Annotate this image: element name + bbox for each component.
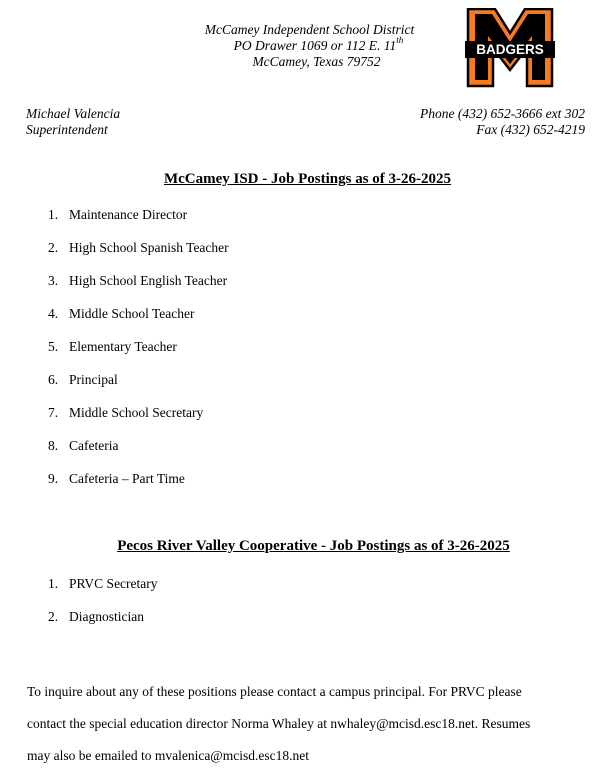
list-item: 1. Maintenance Director bbox=[48, 207, 188, 222]
address-text: PO Drawer 1069 or 112 E. 11 bbox=[233, 38, 397, 53]
address-superscript: th bbox=[396, 34, 404, 45]
phone-number: Phone (432) 652-3666 ext 302 bbox=[420, 106, 585, 121]
isd-job-list bbox=[48, 207, 229, 504]
fax-number: Fax (432) 652-4219 bbox=[476, 122, 585, 137]
list-item: 6. Principal bbox=[48, 372, 118, 387]
instructions-line: contact the special education director Norma Whaley at nwhaley@mcisd.esc18.net. Resumes bbox=[27, 716, 531, 731]
list-item: 7. Middle School Secretary bbox=[48, 405, 204, 420]
logo-banner-text: BADGERS bbox=[476, 42, 544, 57]
superintendent-block bbox=[26, 106, 120, 138]
district-name: McCamey Independent School District bbox=[204, 22, 415, 37]
badgers-logo bbox=[465, 8, 555, 88]
list-item: 8. Cafeteria bbox=[48, 438, 119, 453]
superintendent-title: Superintendent bbox=[26, 122, 108, 137]
list-item: 2. Diagnostician bbox=[48, 609, 144, 624]
list-item: 9. Cafeteria – Part Time bbox=[48, 471, 185, 486]
instructions-line: To inquire about any of these positions please contact a campus principal. For PRVC please bbox=[27, 684, 522, 699]
district-city: McCamey, Texas 79752 bbox=[252, 54, 381, 69]
list-item: 2. High School Spanish Teacher bbox=[48, 240, 229, 255]
phone-fax-block bbox=[420, 106, 585, 138]
list-item: 5. Elementary Teacher bbox=[48, 339, 177, 354]
list-item: 1. PRVC Secretary bbox=[48, 576, 158, 591]
prvc-postings-heading: Pecos River Valley Cooperative - Job Postings as of 3-26-2025 bbox=[117, 538, 510, 554]
prvc-job-list bbox=[48, 576, 158, 642]
superintendent-name: Michael Valencia bbox=[26, 106, 121, 121]
list-item: 3. High School English Teacher bbox=[48, 273, 228, 288]
contact-instructions bbox=[27, 676, 587, 772]
instructions-line: may also be emailed to mvalenica@mcisd.esc18.net bbox=[27, 748, 309, 763]
list-item: 4. Middle School Teacher bbox=[48, 306, 195, 321]
isd-postings-heading: McCamey ISD - Job Postings as of 3-26-2025 bbox=[163, 171, 452, 187]
